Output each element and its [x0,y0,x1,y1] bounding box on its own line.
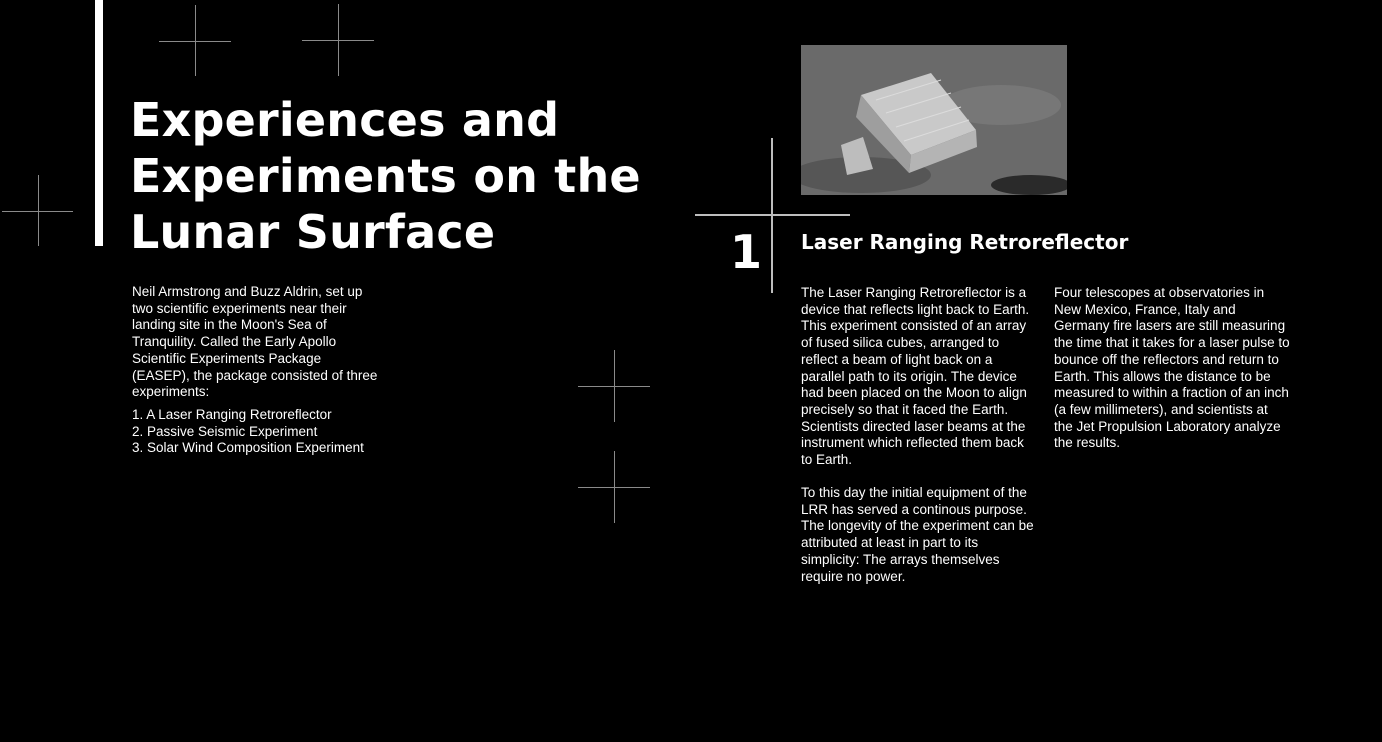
section-divider-vertical [771,138,773,293]
title-accent-bar [95,0,103,246]
intro-paragraph: Neil Armstrong and Buzz Aldrin, set up two scientific experiments near their landing site in the Moon's Sea of Tranquility. Called the Early Apollo Scientific Experiments Package (EASEP), the package consisted of three experiments: [132,284,378,400]
plus-decoration [159,5,231,76]
page-title: Experiences and Experiments on the Lunar Surface [130,93,641,259]
list-item: 1. A Laser Ranging Retroreflector [132,407,332,422]
plus-decoration [302,4,374,76]
section-number: 1 [730,225,763,279]
section-paragraph: Four telescopes at observatories in New Mexico, France, Italy and Germany fire lasers are still measuring the time that it takes for a laser pulse to bounce off the reflectors and return to Earth. This allows the distance to be measured to within a fraction of an inch (a few millimeters), and scientists at the Jet Propulsion Laboratory analyze the results. [1054,285,1290,451]
plus-decoration [578,451,650,523]
plus-decoration [578,350,650,422]
list-item: 2. Passive Seismic Experiment [132,423,318,439]
plus-decoration [2,175,73,246]
section-heading: Laser Ranging Retroreflector [801,230,1129,254]
section-paragraph: The Laser Ranging Retroreflector is a device that reflects light back to Earth. This experiment consisted of an array of fused silica cubes, arranged to reflect a beam of light back on a parallel path to its origin. The device had been placed on the Moon to align precisely so that it faced the Earth. Scientists directed laser beams at the instrument which reflected them back to Earth. [801,285,1030,468]
section-paragraph: To this day the initial equipment of the LRR has served a continous purpose. The longevity of the experiment can be attributed at least in part to its simplicity: The arrays themselves require no power. [801,485,1034,584]
retroreflector-photo [801,45,1067,195]
experiment-list [132,407,364,457]
list-item: 3. Solar Wind Composition Experiment [132,440,364,456]
